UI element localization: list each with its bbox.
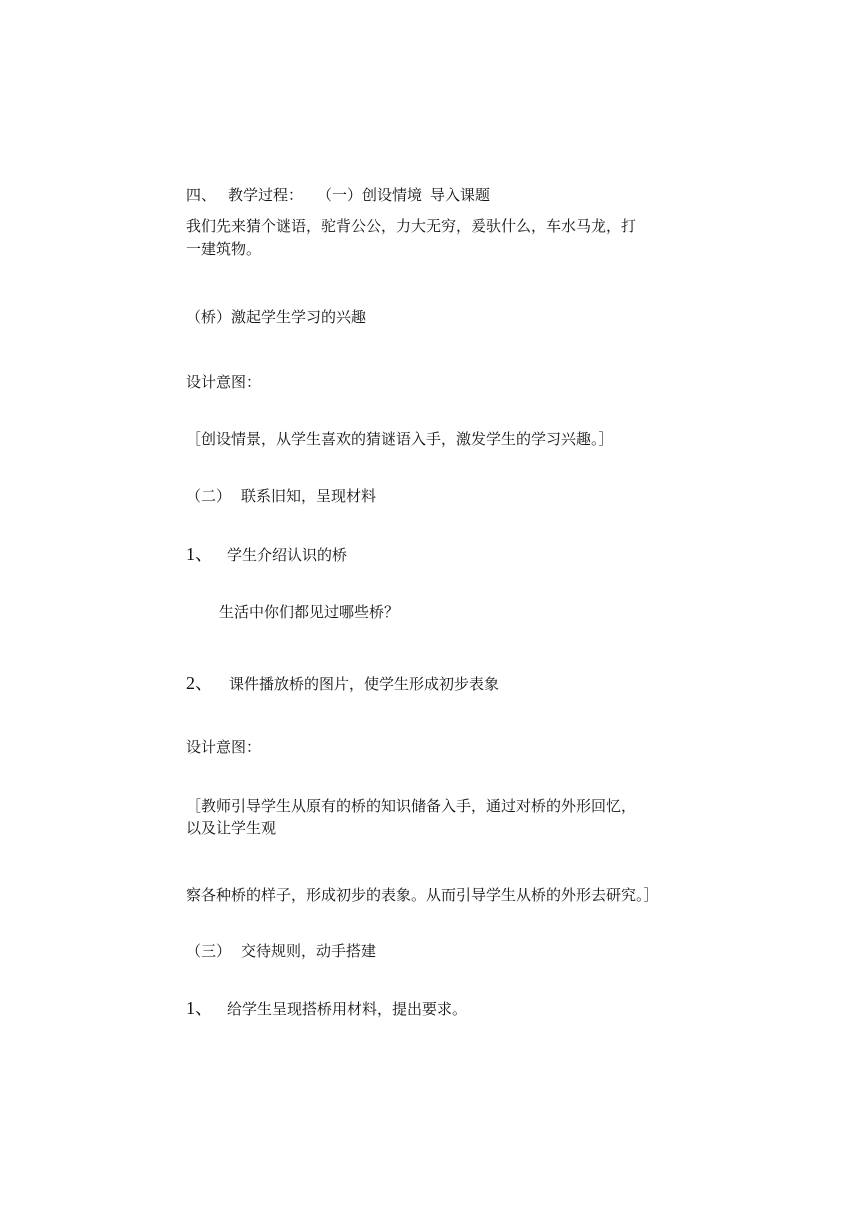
section-four-heading	[186, 184, 490, 206]
part-title: 交待规则，动手搭建	[241, 942, 377, 960]
design-intent-label-2: 设计意图：	[186, 738, 262, 756]
design-intent-line-3: 察各种桥的样子，形成初步的表象。从而引导学生从桥的外形去研究。］	[186, 886, 659, 904]
riddle-line-2: 一建筑物。	[186, 240, 262, 258]
riddle-line-1: 我们先来猜个谜语，驼背公公，力大无穷，爰驮什么，车水马龙，打	[186, 217, 637, 235]
riddle-answer: （桥）激起学生学习的兴趣	[186, 308, 367, 326]
part-two-heading	[186, 485, 376, 507]
list-text: 给学生呈现搭桥用材料，提出要求。	[227, 1000, 468, 1018]
section-number: 四、	[186, 186, 217, 204]
design-intent-line-1: ［教师引导学生从原有的桥的知识储备入手，通过对桥的外形回忆，	[186, 797, 637, 815]
list-item-3	[186, 997, 467, 1020]
part-title: 联系旧知，呈现材料	[241, 487, 377, 505]
list-item-1	[186, 543, 347, 566]
list-text: 学生介绍认识的桥	[227, 546, 348, 564]
subsection-title: （一）创设情境	[317, 186, 423, 204]
section-title: 教学过程：	[228, 186, 304, 204]
list-number: 1、	[186, 544, 213, 564]
question-text: 生活中你们都见过哪些桥？	[219, 603, 400, 621]
list-text: 课件播放桥的图片，使学生形成初步表象	[229, 675, 500, 693]
part-three-heading	[186, 940, 376, 962]
subsection-title-b: 导入课题	[430, 186, 491, 204]
design-intent-label: 设计意图：	[186, 373, 262, 391]
part-label: （二）	[186, 487, 232, 505]
list-number: 2、	[186, 673, 213, 693]
part-label: （三）	[186, 942, 232, 960]
list-item-2	[186, 672, 499, 695]
design-intent-text: ［创设情景，从学生喜欢的猜谜语入手，激发学生的学习兴趣。］	[186, 430, 614, 448]
list-number: 1、	[186, 998, 213, 1018]
design-intent-line-2: 以及让学生观	[186, 819, 277, 837]
